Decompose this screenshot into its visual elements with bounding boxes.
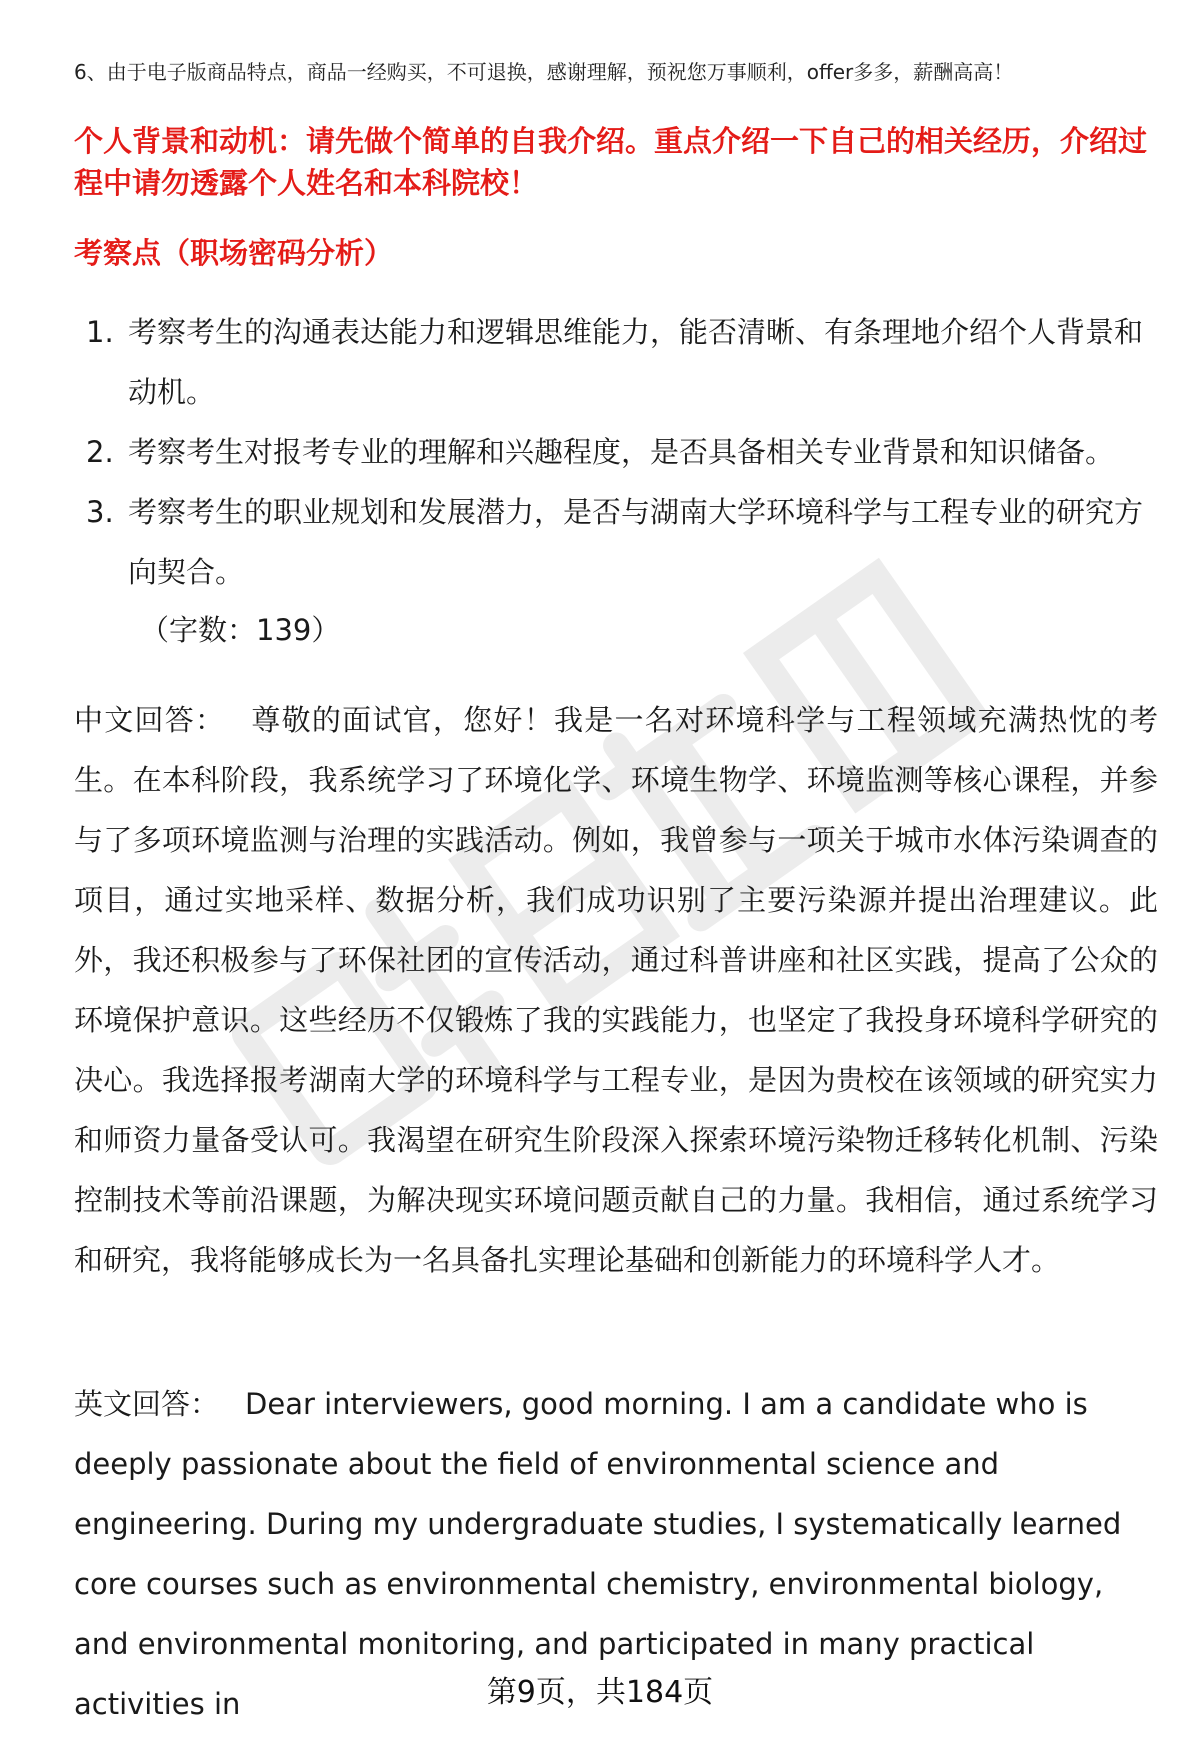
list-item: [74, 302, 1154, 422]
english-answer-text: Dear interviewers, good morning. I am a candidate who is deeply passionate about the field of environmental science and engineering. During my undergraduate studies, I systematically learned core courses such as environmental chemistry, environmental biology, and environmental monitoring, and participated in many practical activities in: [74, 1387, 1122, 1721]
assessment-points-heading: 考察点（职场密码分析）: [74, 236, 394, 270]
list-item-text: 考察考生对报考专业的理解和兴趣程度，是否具备相关专业背景和知识储备。: [128, 435, 1115, 469]
english-answer-label: 英文回答：: [74, 1387, 220, 1421]
list-item-number: 2.: [86, 435, 114, 469]
list-item-number: 3.: [86, 495, 114, 529]
word-count: （字数：139）: [140, 613, 341, 647]
chinese-answer: [74, 690, 1158, 1290]
list-item-text: 考察考生的沟通表达能力和逻辑思维能力，能否清晰、有条理地介绍个人背景和动机。: [128, 315, 1144, 409]
list-item: [74, 482, 1154, 602]
assessment-points-list: [74, 302, 1154, 602]
list-item: [74, 422, 1154, 482]
list-item-number: 1.: [86, 315, 114, 349]
question-heading: 个人背景和动机：请先做个简单的自我介绍。重点介绍一下自己的相关经历，介绍过程中请勿透露个人姓名和本科院校！: [74, 124, 1148, 200]
chinese-answer-text: 尊敬的面试官，您好！我是一名对环境科学与工程领域充满热忱的考生。在本科阶段，我系统学习了环境化学、环境生物学、环境监测等核心课程，并参与了多项环境监测与治理的实践活动。例如，我曾参与一项关于城市水体污染调查的项目，通过实地采样、数据分析，我们成功识别了主要污染源并提出治理建议。此外，我还积极参与了环保社团的宣传活动，通过科普讲座和社区实践，提高了公众的环境保护意识。这些经历不仅锻炼了我的实践能力，也坚定了我投身环境科学研究的决心。我选择报考湖南大学的环境科学与工程专业，是因为贵校在该领域的研究实力和师资力量备受认可。我渴望在研究生阶段深入探索环境污染物迁移转化机制、污染控制技术等前沿课题，为解决现实环境问题贡献自己的力量。我相信，通过系统学习和研究，我将能够成长为一名具备扎实理论基础和创新能力的环境科学人才。: [74, 703, 1158, 1277]
chinese-answer-label: 中文回答：: [74, 703, 226, 737]
list-item-text: 考察考生的职业规划和发展潜力，是否与湖南大学环境科学与工程专业的研究方向契合。: [128, 495, 1144, 589]
page-number-footer: 第9页，共184页: [486, 1675, 714, 1710]
purchase-notice: 6、由于电子版商品特点，商品一经购买，不可退换，感谢理解，预祝您万事顺利，offer多多，薪酬高高！: [74, 60, 1014, 84]
